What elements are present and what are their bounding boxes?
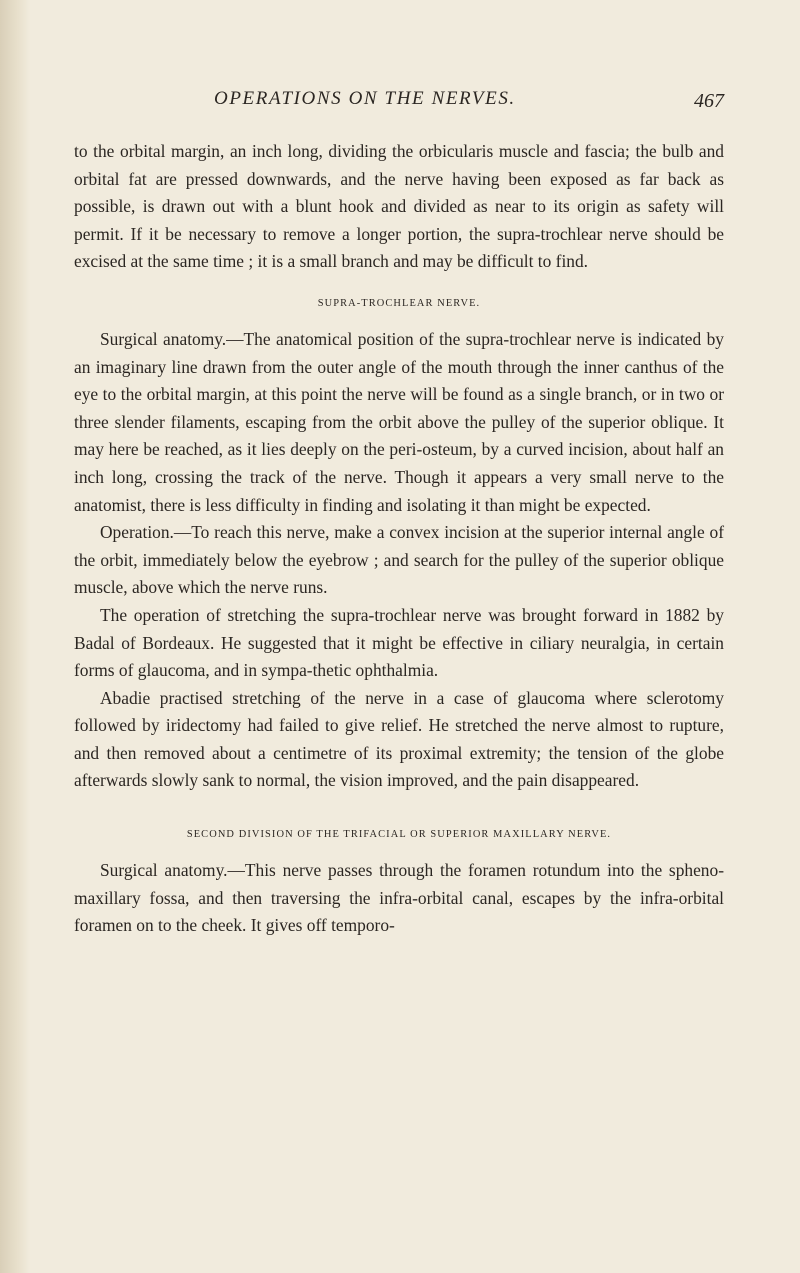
paragraph-abadie: Abadie practised stretching of the nerve in a case of glaucoma where sclerotomy followed by iridectomy had failed to give relief. He stretched the nerve almost to rupture, and then removed about a centimetre of its proximal extremity; the tension of the globe afterwards slowly sank to normal, the vision improved, and the pain disappeared. — [74, 687, 724, 791]
paragraph-stretching: The operation of stretching the supra-trochlear nerve was brought forward in 1882 by Badal of Bordeaux. He suggested that it might be effective in ciliary neuralgia, in certain forms of glaucoma, and in sympa-thetic ophthalmia. — [74, 604, 724, 681]
book-page — [74, 0, 724, 1273]
section-heading-supra-trochlear: SUPRA-TROCHLEAR NERVE. — [317, 297, 481, 309]
body-text — [74, 138, 724, 940]
page-header — [74, 88, 724, 118]
paragraph-operation: Operation.—To reach this nerve, make a convex incision at the superior internal angle of the orbit, immediately below the eyebrow ; and search for the pulley of the superior oblique muscle, above which the nerve runs. — [74, 522, 724, 598]
section-heading-second-division: SECOND DIVISION OF THE TRIFACIAL OR SUPERIOR MAXILLARY NERVE. — [186, 829, 612, 841]
page-number: 467 — [694, 90, 724, 112]
paragraph-surgical-anatomy: Surgical anatomy.—The anatomical position of the supra-trochlear nerve is indicated by an imaginary line drawn from the outer angle of the mouth through the inner canthus of the eye to the orbital margin, at this point the nerve will be found as a single branch, or in two or three slender filaments, escaping from the orbit above the pulley of the superior oblique. It may here be reached, as it lies deeply on the peri-osteum, by a curved incision, about half an inch long, crossing the track of the nerve. Though it appears a very small nerve to the anatomist, there is less difficulty in finding and isolating it than might be expected. — [74, 328, 724, 515]
running-head: OPERATIONS ON THE NERVES. — [214, 88, 516, 109]
paragraph-orbital-margin: to the orbital margin, an inch long, dividing the orbicularis muscle and fascia; the bulb and orbital fat are pressed downwards, and the nerve having been exposed as far back as possible, is drawn out with a blunt hook and divided as near to its origin as safety will permit. If it be necessary to remove a longer portion, the supra-trochlear nerve should be excised at the same time ; it is a small branch and may be difficult to find. — [74, 141, 724, 272]
paragraph-maxillary-anatomy: Surgical anatomy.—This nerve passes through the foramen rotundum into the spheno-maxillary fossa, and then traversing the infra-orbital canal, escapes by the infra-orbital foramen on to the cheek. It gives off temporo- — [74, 860, 724, 936]
page-binding-edge — [0, 0, 30, 1273]
